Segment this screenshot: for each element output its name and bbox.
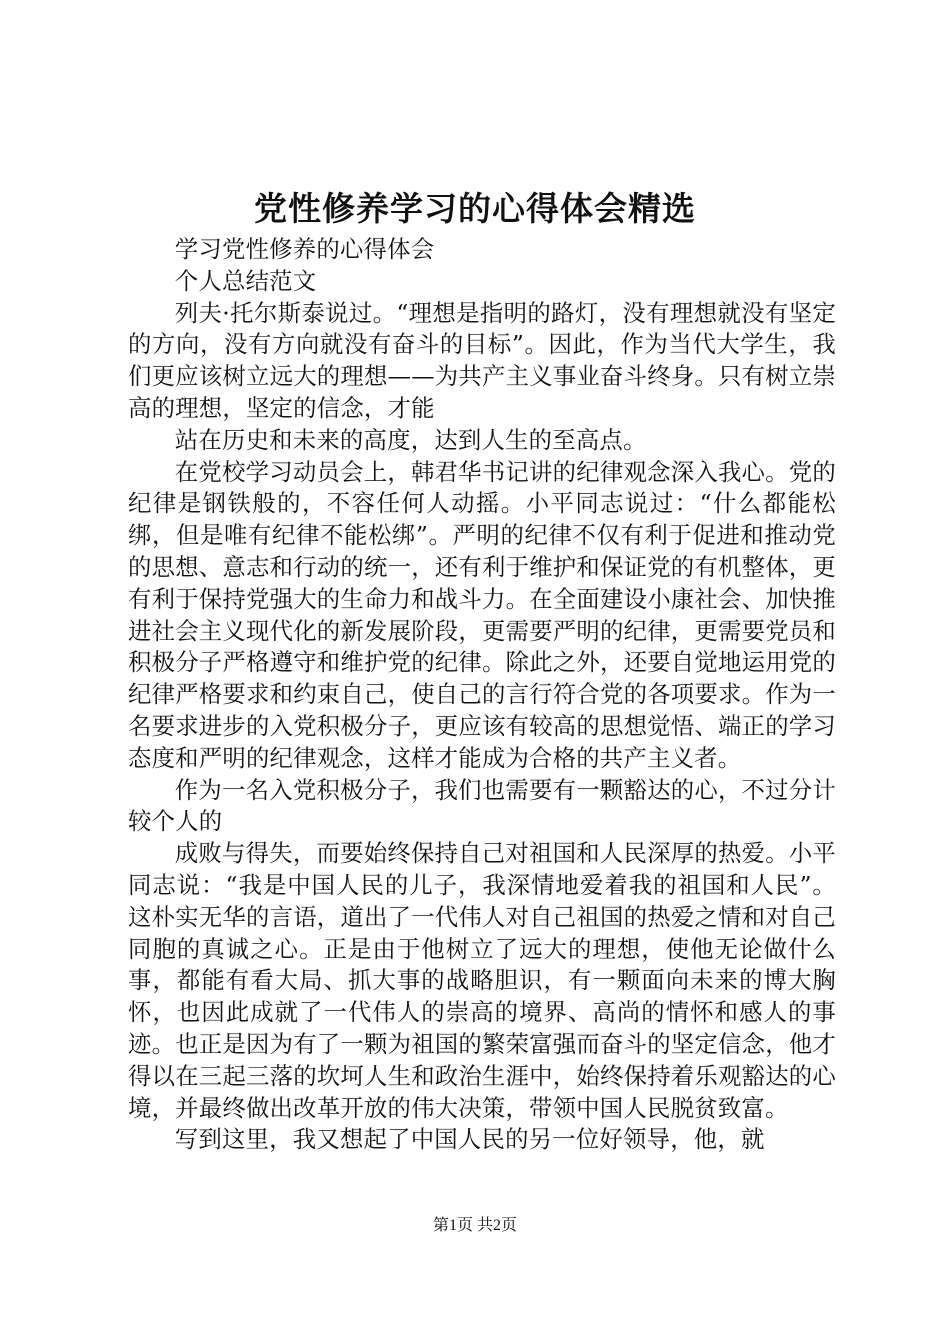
document-title: 党性修养学习的心得体会精选 xyxy=(254,189,696,228)
paragraph-another-leader: 写到这里，我又想起了中国人民的另一位好领导，他，就 xyxy=(174,1125,765,1154)
page-footer: 第1页 共2页 xyxy=(432,1217,517,1234)
paragraph-tolstoy-quote: 列夫·托尔斯泰说过。“理想是指明的路灯，没有理想就没有坚定的方向，没有方向就没有奋斗的目标”。因此，作为当代大学生，我们更应该树立远大的理想——为共产主义事业奋斗终身。只有树立崇高的理想，坚定的信念，才能 xyxy=(128,298,836,422)
document-body xyxy=(128,234,836,1156)
paragraph-love-country: 成败与得失，而要始终保持自己对祖国和人民深厚的热爱。小平同志说：“我是中国人民的儿子，我深情地爱着我的祖国和人民”。这朴实无华的言语，道出了一代伟人对自己祖国的热爱之情和对自己同胞的真诚之心。正是由于他树立了远大的理想，使他无论做什么事，都能有看大局、抓大事的战略胆识，有一颗面向未来的博大胸怀，也因此成就了一代伟人的崇高的境界、高尚的情怀和感人的事迹。也正是因为有了一颗为祖国的繁荣富强而奋斗的坚定信念，他才得以在三起三落的坎坷人生和政治生涯中，始终保持着乐观豁达的心境，并最终做出改革开放的伟大决策，带领中国人民脱贫致富。 xyxy=(128,839,836,1122)
paragraph-discipline: 在党校学习动员会上，韩君华书记讲的纪律观念深入我心。党的纪律是钢铁般的，不容任何人动摇。小平同志说过：“什么都能松绑，但是唯有纪律不能松绑”。严明的纪律不仅有利于促进和推动党的思想、意志和行动的统一，还有利于维护和保证党的有机整体，更有利于保持党强大的生命力和战斗力。在全面建设小康社会、加快推进社会主义现代化的新发展阶段，更需要严明的纪律，更需要党员和积极分子严格遵守和维护党的纪律。除此之外，还要自觉地运用党的纪律严格要求和约束自己，使自己的言行符合党的各项要求。作为一名要求进步的入党积极分子，更应该有较高的思想觉悟、端正的学习态度和严明的纪律观念，这样才能成为合格的共产主义者。 xyxy=(128,457,836,772)
paragraph-subtitle: 学习党性修养的心得体会 xyxy=(174,235,435,263)
paragraph-open-mind: 作为一名入党积极分子，我们也需要有一颗豁达的心，不过分计较个人的 xyxy=(128,775,836,836)
paragraph-history-height: 站在历史和未来的高度，达到人生的至高点。 xyxy=(174,425,647,454)
paragraph-category: 个人总结范文 xyxy=(174,266,317,295)
